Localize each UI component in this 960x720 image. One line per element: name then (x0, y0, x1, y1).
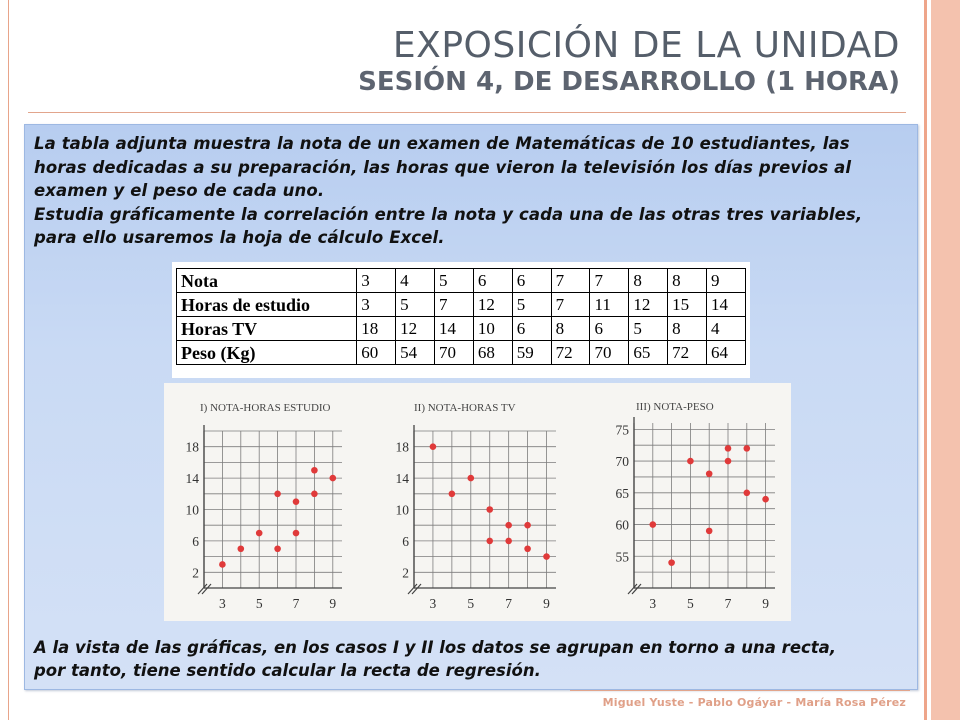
data-table (176, 268, 746, 365)
table-row (177, 269, 746, 293)
x-tick-label: 3 (219, 596, 226, 611)
y-tick-label: 10 (395, 502, 409, 518)
data-table-container (172, 262, 750, 378)
data-point (486, 538, 493, 545)
intro-paragraph-2: Estudia gráficamente la correlación entre la nota y cada una de las otras tres variables, para ello usaremos la hoja de cálculo Excel. (34, 204, 863, 247)
data-point (524, 545, 531, 552)
table-cell: 11 (590, 293, 629, 317)
left-frame-line (8, 0, 9, 720)
table-row (177, 341, 746, 365)
table-cell: 5 (512, 293, 551, 317)
table-cell: 70 (435, 341, 474, 365)
x-tick-label: 9 (329, 596, 337, 611)
table-cell: 3 (357, 293, 396, 317)
footer-divider (570, 690, 910, 691)
data-point (293, 498, 300, 505)
x-tick-label: 7 (292, 596, 300, 611)
y-tick-label: 10 (185, 502, 199, 518)
table-cell: 72 (668, 341, 707, 365)
table-cell: 8 (668, 317, 707, 341)
right-decorative-band (922, 0, 960, 720)
table-row-label: Horas de estudio (177, 293, 357, 317)
data-point (543, 553, 550, 560)
y-tick-label: 60 (615, 517, 629, 533)
table-cell: 68 (473, 341, 512, 365)
table-cell: 59 (512, 341, 551, 365)
scatter-plots-figure (164, 383, 791, 621)
data-point (293, 530, 300, 537)
data-point (274, 545, 281, 552)
y-tick-label: 70 (615, 454, 629, 470)
table-cell: 6 (473, 269, 512, 293)
table-cell: 8 (668, 269, 707, 293)
table-cell: 8 (551, 317, 590, 341)
table-row-label: Nota (177, 269, 357, 293)
conclusion-text (34, 636, 902, 682)
x-tick-label: 5 (467, 596, 475, 611)
data-point (449, 491, 456, 498)
y-tick-label: 18 (395, 439, 409, 455)
table-cell: 7 (551, 269, 590, 293)
table-cell: 18 (357, 317, 396, 341)
x-tick-label: 7 (724, 596, 732, 611)
table-cell: 4 (396, 269, 435, 293)
data-point (311, 491, 318, 498)
table-row (177, 293, 746, 317)
conclusion-line-1: A la vista de las gráficas, en los casos I y II los datos se agrupan en torno a una recta, (34, 638, 837, 657)
table-row-label: Peso (Kg) (177, 341, 357, 365)
data-point (256, 530, 263, 537)
data-point (650, 521, 657, 528)
y-tick-label: 14 (185, 471, 199, 487)
y-tick-label: 6 (402, 533, 409, 549)
y-tick-label: 18 (185, 439, 199, 455)
table-cell: 6 (590, 317, 629, 341)
data-point (505, 522, 512, 529)
table-cell: 70 (590, 341, 629, 365)
slide-title-block (358, 26, 900, 98)
table-cell: 54 (396, 341, 435, 365)
x-tick-label: 9 (543, 596, 550, 611)
intro-text (34, 132, 902, 250)
table-cell: 14 (435, 317, 474, 341)
y-tick-label: 6 (192, 533, 199, 549)
table-cell: 65 (629, 341, 668, 365)
plot-title: I) NOTA-HORAS ESTUDIO (200, 402, 331, 414)
data-point (468, 475, 475, 482)
y-tick-label: 2 (402, 565, 409, 581)
data-point (687, 458, 694, 465)
table-cell: 12 (629, 293, 668, 317)
table-cell: 6 (512, 317, 551, 341)
table-cell: 72 (551, 341, 590, 365)
scatter-plots-svg (164, 383, 791, 621)
x-tick-label: 7 (505, 596, 513, 611)
x-tick-label: 3 (429, 596, 437, 611)
data-point (706, 470, 713, 477)
data-point (505, 538, 512, 545)
data-point (524, 522, 531, 529)
plot-title: III) NOTA-PESO (636, 401, 714, 413)
table-row-label: Horas TV (177, 317, 357, 341)
x-tick-label: 5 (255, 596, 263, 611)
data-point (725, 458, 732, 465)
plot-title: II) NOTA-HORAS TV (414, 402, 516, 414)
table-cell: 6 (512, 269, 551, 293)
data-point (238, 545, 245, 552)
table-cell: 9 (707, 269, 746, 293)
data-point (486, 506, 493, 513)
table-cell: 7 (590, 269, 629, 293)
y-tick-label: 65 (615, 485, 629, 501)
data-point (219, 561, 226, 568)
table-cell: 8 (629, 269, 668, 293)
slide-title: EXPOSICIÓN DE LA UNIDAD (392, 25, 900, 66)
table-cell: 5 (629, 317, 668, 341)
y-tick-label: 55 (615, 549, 629, 565)
table-cell: 7 (551, 293, 590, 317)
data-point (706, 528, 713, 535)
data-point (430, 443, 437, 450)
table-row (177, 317, 746, 341)
table-cell: 12 (396, 317, 435, 341)
data-point (330, 475, 337, 482)
y-tick-label: 75 (615, 422, 629, 438)
y-tick-label: 14 (395, 471, 409, 487)
conclusion-line-2: por tanto, tiene sentido calcular la recta de regresión. (34, 661, 541, 680)
table-cell: 5 (396, 293, 435, 317)
table-cell: 60 (357, 341, 396, 365)
table-cell: 64 (707, 341, 746, 365)
data-point (311, 467, 318, 474)
x-tick-label: 9 (762, 596, 769, 611)
intro-paragraph-1: La tabla adjunta muestra la nota de un examen de Matemáticas de 10 estudiantes, las horas dedicadas a su preparación, las horas que vieron la televisión los días previos al examen y el peso de cada uno. (34, 134, 852, 200)
y-tick-label: 2 (192, 565, 199, 581)
title-divider (28, 112, 906, 113)
table-cell: 4 (707, 317, 746, 341)
table-cell: 5 (435, 269, 474, 293)
x-tick-label: 3 (649, 596, 657, 611)
x-tick-label: 5 (687, 596, 694, 611)
table-cell: 10 (473, 317, 512, 341)
footer-authors: Miguel Yuste - Pablo Ogáyar - María Rosa Pérez (602, 696, 906, 709)
table-cell: 7 (435, 293, 474, 317)
data-point (744, 490, 751, 497)
data-point (725, 445, 732, 452)
slide-subtitle: SESIÓN 4, DE DESARROLLO (1 HORA) (358, 67, 900, 97)
data-point (762, 496, 769, 503)
data-point (668, 559, 675, 566)
table-cell: 12 (473, 293, 512, 317)
table-cell: 15 (668, 293, 707, 317)
data-point (744, 445, 751, 452)
data-point (274, 491, 281, 498)
table-cell: 14 (707, 293, 746, 317)
table-cell: 3 (357, 269, 396, 293)
